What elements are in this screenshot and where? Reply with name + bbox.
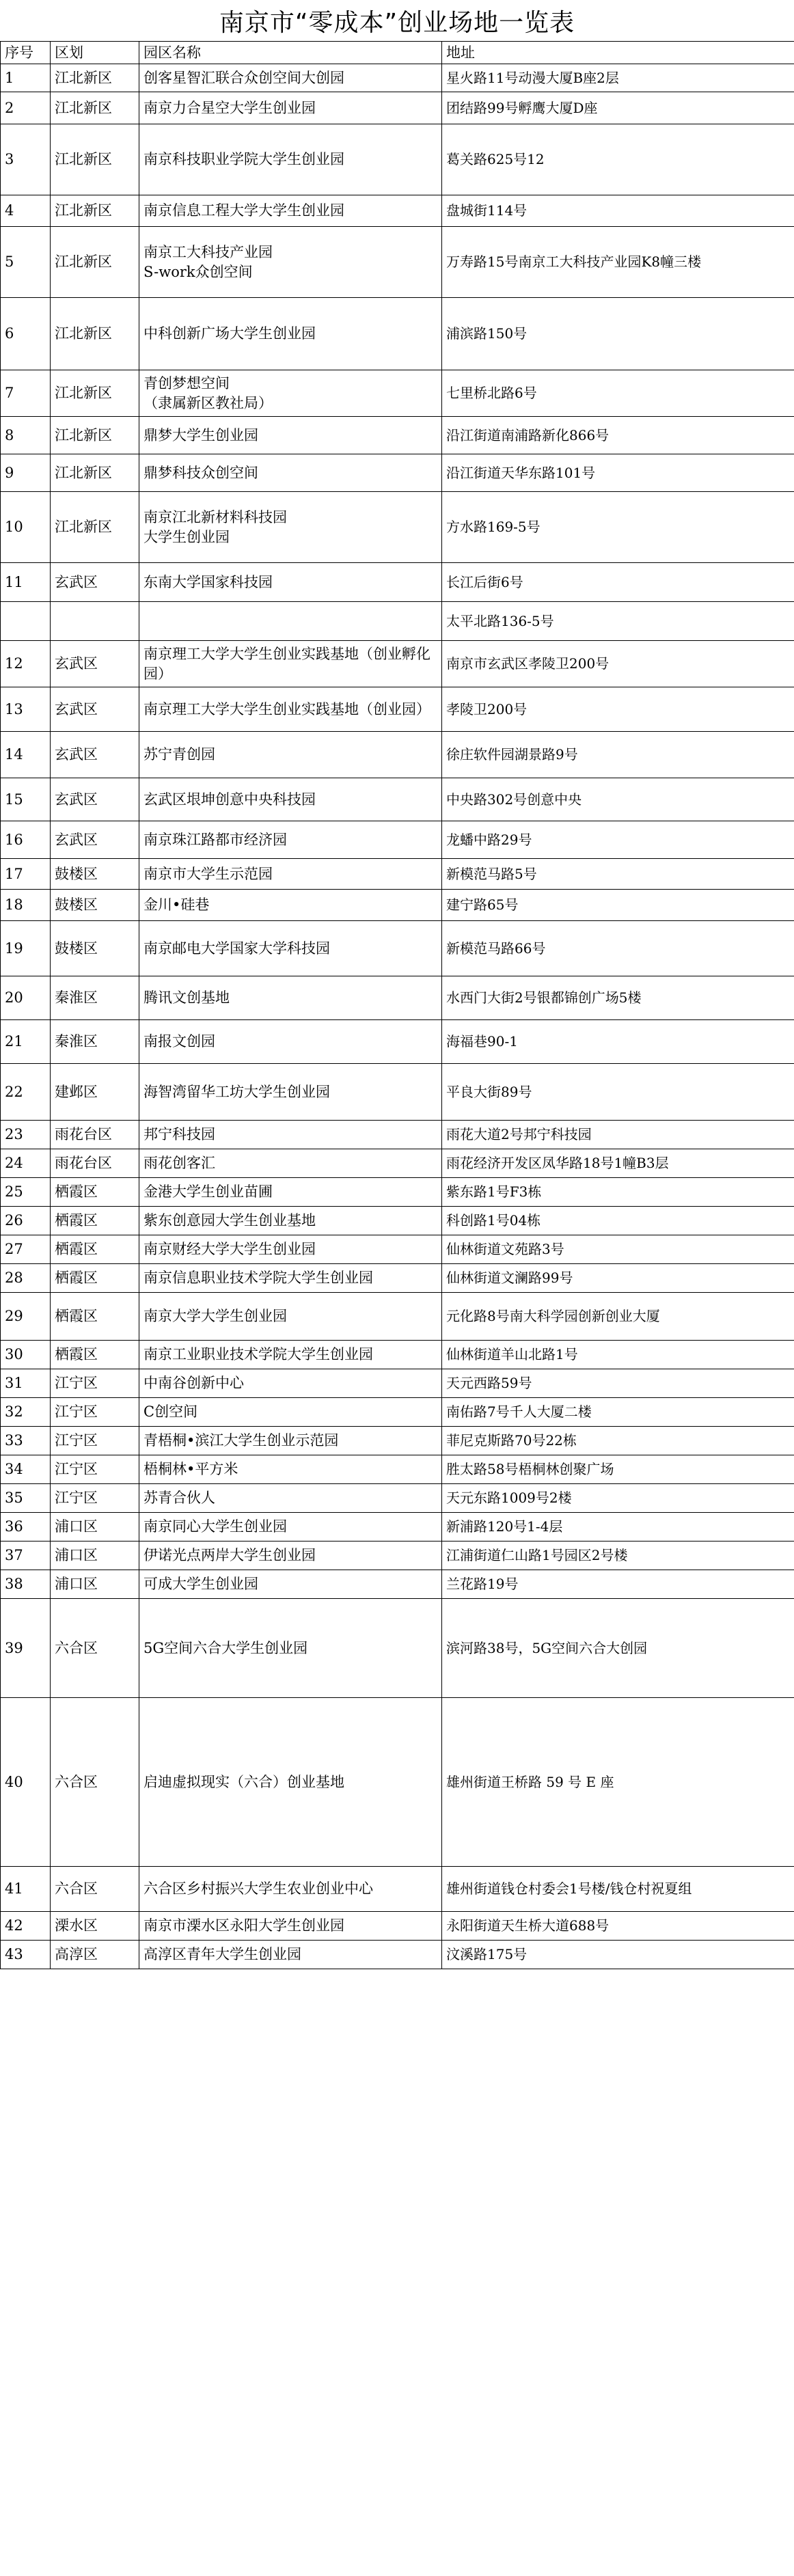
cell-name: 六合区乡村振兴大学生农业创业中心 — [139, 1867, 442, 1912]
cell-address: 永阳街道天生桥大道688号 — [442, 1912, 794, 1941]
cell-address: 龙蟠中路29号 — [442, 821, 794, 859]
cell-no: 10 — [1, 492, 51, 563]
cell-no: 26 — [1, 1207, 51, 1235]
table-row — [1, 1542, 794, 1570]
table-row — [1, 1020, 794, 1064]
cell-address: 团结路99号孵鹰大厦D座 — [442, 92, 794, 124]
cell-no: 36 — [1, 1513, 51, 1542]
cell-district: 江宁区 — [51, 1369, 139, 1398]
cell-name: 南京市溧水区永阳大学生创业园 — [139, 1912, 442, 1941]
table-row — [1, 1398, 794, 1427]
cell-name: 苏青合伙人 — [139, 1484, 442, 1513]
cell-district: 江北新区 — [51, 370, 139, 417]
cell-district: 玄武区 — [51, 687, 139, 732]
cell-address: 新浦路120号1-4层 — [442, 1513, 794, 1542]
cell-name: 创客星智汇联合众创空间大创园 — [139, 64, 442, 92]
venue-table — [0, 41, 794, 1969]
table-row — [1, 1427, 794, 1455]
cell-district: 栖霞区 — [51, 1235, 139, 1264]
cell-name: 南京同心大学生创业园 — [139, 1513, 442, 1542]
cell-no: 8 — [1, 417, 51, 454]
cell-district: 江北新区 — [51, 492, 139, 563]
header-row — [1, 42, 794, 64]
table-row — [1, 1484, 794, 1513]
cell-no: 40 — [1, 1698, 51, 1867]
cell-district: 雨花台区 — [51, 1121, 139, 1149]
cell-district: 江北新区 — [51, 124, 139, 195]
cell-district: 玄武区 — [51, 821, 139, 859]
cell-district: 秦淮区 — [51, 1020, 139, 1064]
cell-address: 元化路8号南大科学园创新创业大厦 — [442, 1293, 794, 1341]
cell-no: 38 — [1, 1570, 51, 1599]
header-district: 区划 — [51, 42, 139, 64]
cell-address: 雨花大道2号邦宁科技园 — [442, 1121, 794, 1149]
cell-district: 江宁区 — [51, 1484, 139, 1513]
table-row — [1, 1207, 794, 1235]
cell-name: 南京信息职业技术学院大学生创业园 — [139, 1264, 442, 1293]
cell-address: 孝陵卫200号 — [442, 687, 794, 732]
cell-no: 16 — [1, 821, 51, 859]
cell-district: 玄武区 — [51, 732, 139, 778]
cell-address: 浦滨路150号 — [442, 298, 794, 370]
cell-address: 滨河路38号，5G空间六合大创园 — [442, 1599, 794, 1698]
cell-no: 41 — [1, 1867, 51, 1912]
table-row — [1, 1912, 794, 1941]
table-row — [1, 1867, 794, 1912]
table-row — [1, 92, 794, 124]
header-address: 地址 — [442, 42, 794, 64]
cell-name: 南京力合星空大学生创业园 — [139, 92, 442, 124]
cell-address: 科创路1号04栋 — [442, 1207, 794, 1235]
table-row — [1, 1369, 794, 1398]
table-row — [1, 641, 794, 687]
cell-name: 南京市大学生示范园 — [139, 859, 442, 890]
cell-address: 方水路169-5号 — [442, 492, 794, 563]
cell-no: 5 — [1, 227, 51, 298]
cell-address: 天元东路1009号2楼 — [442, 1484, 794, 1513]
cell-no: 25 — [1, 1178, 51, 1207]
cell-name: 可成大学生创业园 — [139, 1570, 442, 1599]
cell-address: 兰花路19号 — [442, 1570, 794, 1599]
cell-name: 雨花创客汇 — [139, 1149, 442, 1178]
cell-address: 胜太路58号梧桐林创聚广场 — [442, 1455, 794, 1484]
cell-no: 35 — [1, 1484, 51, 1513]
cell-no: 13 — [1, 687, 51, 732]
cell-address: 沿江街道天华东路101号 — [442, 454, 794, 492]
cell-no: 42 — [1, 1912, 51, 1941]
cell-no: 37 — [1, 1542, 51, 1570]
cell-name: 苏宁青创园 — [139, 732, 442, 778]
cell-district: 江北新区 — [51, 417, 139, 454]
table-body — [1, 64, 794, 1969]
cell-district: 鼓楼区 — [51, 859, 139, 890]
table-row — [1, 298, 794, 370]
cell-name: 南京理工大学大学生创业实践基地（创业园） — [139, 687, 442, 732]
cell-district: 鼓楼区 — [51, 890, 139, 921]
cell-address: 建宁路65号 — [442, 890, 794, 921]
cell-name: 南京理工大学大学生创业实践基地（创业孵化园） — [139, 641, 442, 687]
cell-district: 栖霞区 — [51, 1264, 139, 1293]
table-row — [1, 370, 794, 417]
table-row — [1, 124, 794, 195]
table-row — [1, 1341, 794, 1369]
cell-name: 金川•硅巷 — [139, 890, 442, 921]
table-row — [1, 1941, 794, 1969]
table-row — [1, 778, 794, 821]
cell-district: 江北新区 — [51, 64, 139, 92]
cell-address: 徐庄软件园湖景路9号 — [442, 732, 794, 778]
cell-name: 南报文创园 — [139, 1020, 442, 1064]
cell-name — [139, 602, 442, 641]
cell-name: 邦宁科技园 — [139, 1121, 442, 1149]
cell-district: 建邺区 — [51, 1064, 139, 1121]
cell-district: 栖霞区 — [51, 1293, 139, 1341]
cell-name: 梧桐林•平方米 — [139, 1455, 442, 1484]
cell-no: 17 — [1, 859, 51, 890]
table-row — [1, 1178, 794, 1207]
cell-district: 栖霞区 — [51, 1341, 139, 1369]
table-row — [1, 1570, 794, 1599]
cell-name: 南京科技职业学院大学生创业园 — [139, 124, 442, 195]
cell-no: 2 — [1, 92, 51, 124]
cell-no: 34 — [1, 1455, 51, 1484]
cell-no: 6 — [1, 298, 51, 370]
cell-district: 溧水区 — [51, 1912, 139, 1941]
table-row — [1, 1599, 794, 1698]
cell-name: 海智湾留华工坊大学生创业园 — [139, 1064, 442, 1121]
cell-district: 浦口区 — [51, 1542, 139, 1570]
table-row — [1, 227, 794, 298]
cell-address: 南京市玄武区孝陵卫200号 — [442, 641, 794, 687]
cell-district: 高淳区 — [51, 1941, 139, 1969]
cell-address: 万寿路15号南京工大科技产业园K8幢三楼 — [442, 227, 794, 298]
cell-district: 浦口区 — [51, 1570, 139, 1599]
cell-address: 紫东路1号F3栋 — [442, 1178, 794, 1207]
cell-no: 24 — [1, 1149, 51, 1178]
cell-address: 雨花经济开发区凤华路18号1幢B3层 — [442, 1149, 794, 1178]
cell-address: 菲尼克斯路70号22栋 — [442, 1427, 794, 1455]
page-title: 南京市“零成本”创业场地一览表 — [219, 8, 575, 37]
cell-district: 玄武区 — [51, 641, 139, 687]
cell-no: 22 — [1, 1064, 51, 1121]
cell-name: 伊诺光点两岸大学生创业园 — [139, 1542, 442, 1570]
cell-address: 仙林街道文澜路99号 — [442, 1264, 794, 1293]
cell-address: 仙林街道羊山北路1号 — [442, 1341, 794, 1369]
cell-no: 31 — [1, 1369, 51, 1398]
cell-district: 玄武区 — [51, 563, 139, 602]
cell-address: 太平北路136-5号 — [442, 602, 794, 641]
cell-district — [51, 602, 139, 641]
table-row — [1, 1064, 794, 1121]
cell-district: 浦口区 — [51, 1513, 139, 1542]
cell-district: 栖霞区 — [51, 1207, 139, 1235]
cell-name: 南京大学大学生创业园 — [139, 1293, 442, 1341]
cell-address: 天元西路59号 — [442, 1369, 794, 1398]
table-row — [1, 921, 794, 976]
cell-no: 27 — [1, 1235, 51, 1264]
table-row — [1, 64, 794, 92]
cell-district: 雨花台区 — [51, 1149, 139, 1178]
cell-district: 江北新区 — [51, 298, 139, 370]
cell-no: 23 — [1, 1121, 51, 1149]
table-row — [1, 732, 794, 778]
cell-district: 秦淮区 — [51, 976, 139, 1020]
cell-no: 9 — [1, 454, 51, 492]
cell-name: 青梧桐•滨江大学生创业示范园 — [139, 1427, 442, 1455]
cell-address: 七里桥北路6号 — [442, 370, 794, 417]
cell-no: 30 — [1, 1341, 51, 1369]
cell-name: 鼎梦大学生创业园 — [139, 417, 442, 454]
table-row — [1, 1121, 794, 1149]
cell-name: 东南大学国家科技园 — [139, 563, 442, 602]
cell-address: 中央路302号创意中央 — [442, 778, 794, 821]
table-row — [1, 976, 794, 1020]
cell-name: 鼎梦科技众创空间 — [139, 454, 442, 492]
cell-no: 1 — [1, 64, 51, 92]
cell-district: 六合区 — [51, 1698, 139, 1867]
cell-district: 栖霞区 — [51, 1178, 139, 1207]
cell-name: 紫东创意园大学生创业基地 — [139, 1207, 442, 1235]
table-row — [1, 890, 794, 921]
cell-no: 11 — [1, 563, 51, 602]
cell-no: 3 — [1, 124, 51, 195]
cell-name: 南京财经大学大学生创业园 — [139, 1235, 442, 1264]
cell-district: 江北新区 — [51, 454, 139, 492]
cell-district: 江北新区 — [51, 227, 139, 298]
table-row — [1, 821, 794, 859]
cell-address: 星火路11号动漫大厦B座2层 — [442, 64, 794, 92]
cell-district: 六合区 — [51, 1599, 139, 1698]
cell-no: 19 — [1, 921, 51, 976]
cell-name: 南京邮电大学国家大学科技园 — [139, 921, 442, 976]
cell-name: 中科创新广场大学生创业园 — [139, 298, 442, 370]
table-row — [1, 1455, 794, 1484]
cell-address: 新模范马路5号 — [442, 859, 794, 890]
cell-no: 4 — [1, 195, 51, 227]
cell-district: 江北新区 — [51, 195, 139, 227]
cell-district: 六合区 — [51, 1867, 139, 1912]
table-row — [1, 492, 794, 563]
table-row — [1, 1293, 794, 1341]
table-row — [1, 417, 794, 454]
cell-name: 金港大学生创业苗圃 — [139, 1178, 442, 1207]
header-name: 园区名称 — [139, 42, 442, 64]
cell-name: 南京江北新材料科技园 大学生创业园 — [139, 492, 442, 563]
cell-no: 32 — [1, 1398, 51, 1427]
table-row — [1, 687, 794, 732]
cell-address: 葛关路625号12 — [442, 124, 794, 195]
cell-name: 启迪虚拟现实（六合）创业基地 — [139, 1698, 442, 1867]
cell-district: 江宁区 — [51, 1455, 139, 1484]
table-row — [1, 602, 794, 641]
cell-no: 20 — [1, 976, 51, 1020]
cell-name: C创空间 — [139, 1398, 442, 1427]
cell-name: 高淳区青年大学生创业园 — [139, 1941, 442, 1969]
cell-address: 雄州街道王桥路 59 号 E 座 — [442, 1698, 794, 1867]
table-row — [1, 454, 794, 492]
cell-district: 鼓楼区 — [51, 921, 139, 976]
header-no: 序号 — [1, 42, 51, 64]
cell-address: 新模范马路66号 — [442, 921, 794, 976]
table-row — [1, 195, 794, 227]
cell-name: 青创梦想空间 （隶属新区教社局） — [139, 370, 442, 417]
table-row — [1, 1235, 794, 1264]
cell-address: 雄州街道钱仓村委会1号楼/钱仓村祝夏组 — [442, 1867, 794, 1912]
cell-address: 盘城街114号 — [442, 195, 794, 227]
cell-name: 南京工业职业技术学院大学生创业园 — [139, 1341, 442, 1369]
cell-no: 18 — [1, 890, 51, 921]
cell-name: 玄武区垠坤创意中央科技园 — [139, 778, 442, 821]
cell-no: 15 — [1, 778, 51, 821]
cell-no: 43 — [1, 1941, 51, 1969]
cell-address: 南佑路7号千人大厦二楼 — [442, 1398, 794, 1427]
cell-no: 14 — [1, 732, 51, 778]
cell-no: 28 — [1, 1264, 51, 1293]
cell-address: 水西门大街2号银都锦创广场5楼 — [442, 976, 794, 1020]
cell-name: 5G空间六合大学生创业园 — [139, 1599, 442, 1698]
cell-no: 12 — [1, 641, 51, 687]
cell-name: 南京工大科技产业园 S-work众创空间 — [139, 227, 442, 298]
cell-no: 33 — [1, 1427, 51, 1455]
cell-address: 平良大街89号 — [442, 1064, 794, 1121]
cell-district: 江宁区 — [51, 1398, 139, 1427]
cell-name: 中南谷创新中心 — [139, 1369, 442, 1398]
cell-no: 29 — [1, 1293, 51, 1341]
table-row — [1, 1698, 794, 1867]
cell-name: 腾讯文创基地 — [139, 976, 442, 1020]
cell-no: 39 — [1, 1599, 51, 1698]
table-row — [1, 1513, 794, 1542]
cell-address: 仙林街道文苑路3号 — [442, 1235, 794, 1264]
cell-district: 江北新区 — [51, 92, 139, 124]
cell-address: 江浦街道仁山路1号园区2号楼 — [442, 1542, 794, 1570]
cell-name: 南京珠江路都市经济园 — [139, 821, 442, 859]
table-row — [1, 1264, 794, 1293]
cell-no: 21 — [1, 1020, 51, 1064]
cell-address: 长江后街6号 — [442, 563, 794, 602]
cell-address: 海福巷90-1 — [442, 1020, 794, 1064]
cell-address: 汶溪路175号 — [442, 1941, 794, 1969]
cell-no: 7 — [1, 370, 51, 417]
cell-no — [1, 602, 51, 641]
table-row — [1, 859, 794, 890]
table-row — [1, 563, 794, 602]
cell-address: 沿江街道南浦路新化866号 — [442, 417, 794, 454]
cell-name: 南京信息工程大学大学生创业园 — [139, 195, 442, 227]
table-row — [1, 1149, 794, 1178]
cell-district: 玄武区 — [51, 778, 139, 821]
cell-district: 江宁区 — [51, 1427, 139, 1455]
